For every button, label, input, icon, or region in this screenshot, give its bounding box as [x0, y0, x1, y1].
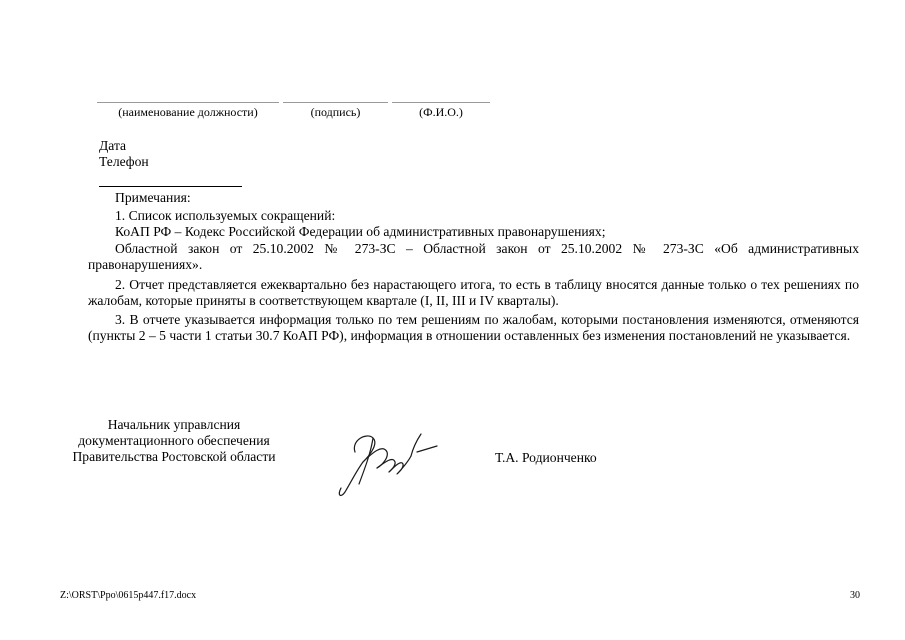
notes-separator	[99, 186, 242, 187]
footer-file-path: Z:\ORST\Ppo\0615p447.f17.docx	[60, 590, 197, 601]
signature-caption: (подпись)	[310, 105, 361, 119]
name-line	[392, 102, 490, 103]
position-caption: (наименование должности)	[118, 105, 258, 119]
phone-label: Телефон	[99, 154, 149, 169]
note-abbr-koap: КоАП РФ – Кодекс Российской Федерации об административных правонарушениях;	[115, 224, 606, 239]
signatory-title-line-3: Правительства Ростовской области	[72, 449, 276, 464]
page-number: 30	[850, 590, 860, 601]
position-line	[97, 102, 279, 103]
notes-heading: Примечания:	[115, 190, 191, 205]
signatory-title	[56, 417, 292, 465]
signature-line	[283, 102, 388, 103]
name-caption: (Ф.И.О.)	[419, 105, 463, 119]
note-item-1-title: 1. Список используемых сокращений:	[115, 208, 336, 223]
note-item-2: 2. Отчет представляется ежеквартально без нарастающего итога, то есть в таблицу вносятся данные только о тех решениях по жалобам, которые приняты в соответствующем квартале (I, II, III и IV кварталы).	[88, 277, 859, 308]
note-abbr-regional-law: Областной закон от 25.10.2002 № 273-ЗС – Областной закон от 25.10.2002 № 273-ЗС «Об административных правонарушениях».	[88, 241, 859, 272]
signatory-title-line-1: Начальник управлсния	[107, 417, 241, 432]
handwritten-signature	[333, 422, 443, 504]
note-item-3: 3. В отчете указывается информация только по тем решениям по жалобам, которыми постановления изменяются, отменяются (пункты 2 – 5 части 1 статьи 30.7 КоАП РФ), информация в отношении оставленных без изменения постановлений не указывается.	[88, 312, 859, 343]
signatory-title-line-2: документационного обеспечения	[78, 433, 270, 448]
date-label: Дата	[99, 138, 127, 153]
signatory-name: Т.А. Родионченко	[495, 450, 597, 465]
